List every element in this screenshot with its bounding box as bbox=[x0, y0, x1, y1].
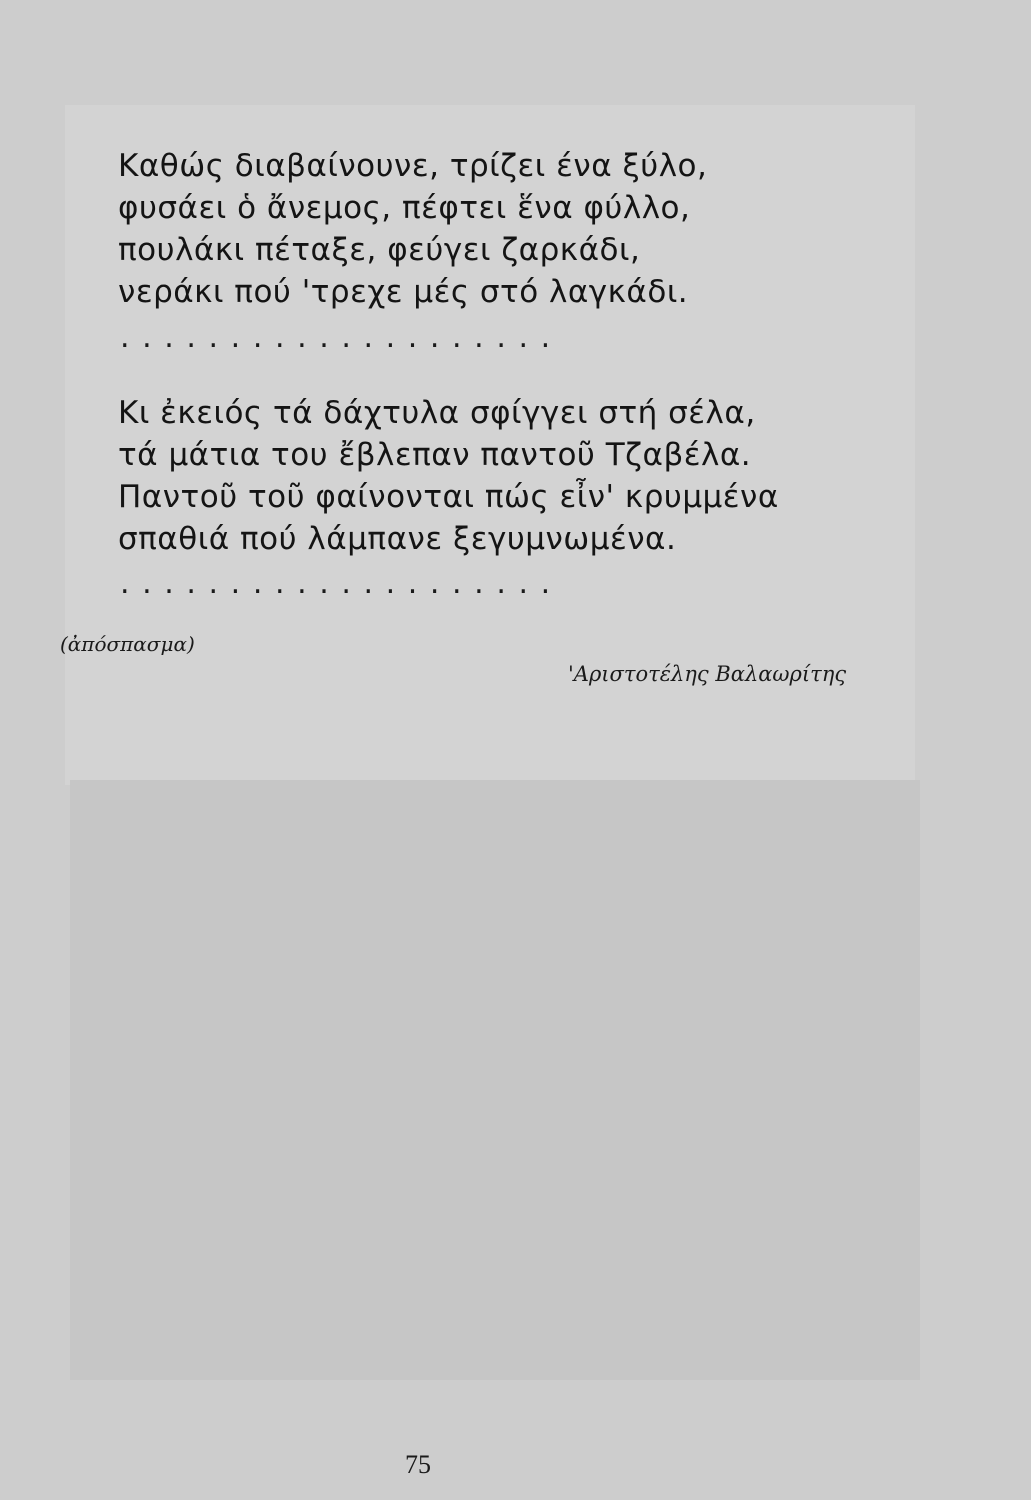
poem-line: φυσάει ὁ ἄνεμος, πέφτει ἕνα φύλλο, bbox=[118, 190, 691, 226]
ellipsis-separator: .................... bbox=[120, 566, 563, 601]
poem-line: Κι ἐκειός τά δάχτυλα σφίγγει στή σέλα, bbox=[118, 395, 756, 431]
poem-stanza-2 bbox=[118, 392, 779, 560]
poem-line: τά μάτια του ἔβλεπαν παντοῦ Τζαβέλα. bbox=[118, 437, 752, 473]
poem-line: Παντοῦ τοῦ φαίνονται πώς εἶν' κρυμμένα bbox=[118, 479, 779, 515]
poem-line: σπαθιά πού λάμπανε ξεγυμνωμένα. bbox=[118, 521, 677, 557]
excerpt-note: (ἀπόσπασμα) bbox=[60, 632, 195, 656]
ellipsis-separator: .................... bbox=[120, 320, 563, 355]
poem-line: πουλάκι πέταξε, φεύγει ζαρκάδι, bbox=[118, 232, 641, 268]
page-number: 75 bbox=[405, 1450, 431, 1479]
poem-line: Καθώς διαβαίνουνε, τρίζει ένα ξύλο, bbox=[118, 148, 708, 184]
author-name: 'Αριστοτέλης Βαλαωρίτης bbox=[568, 662, 847, 686]
poem-stanza-1 bbox=[118, 145, 707, 313]
poem-line: νεράκι πού 'τρεχε μές στό λαγκάδι. bbox=[118, 274, 689, 310]
bleed-through-area bbox=[70, 780, 920, 1380]
